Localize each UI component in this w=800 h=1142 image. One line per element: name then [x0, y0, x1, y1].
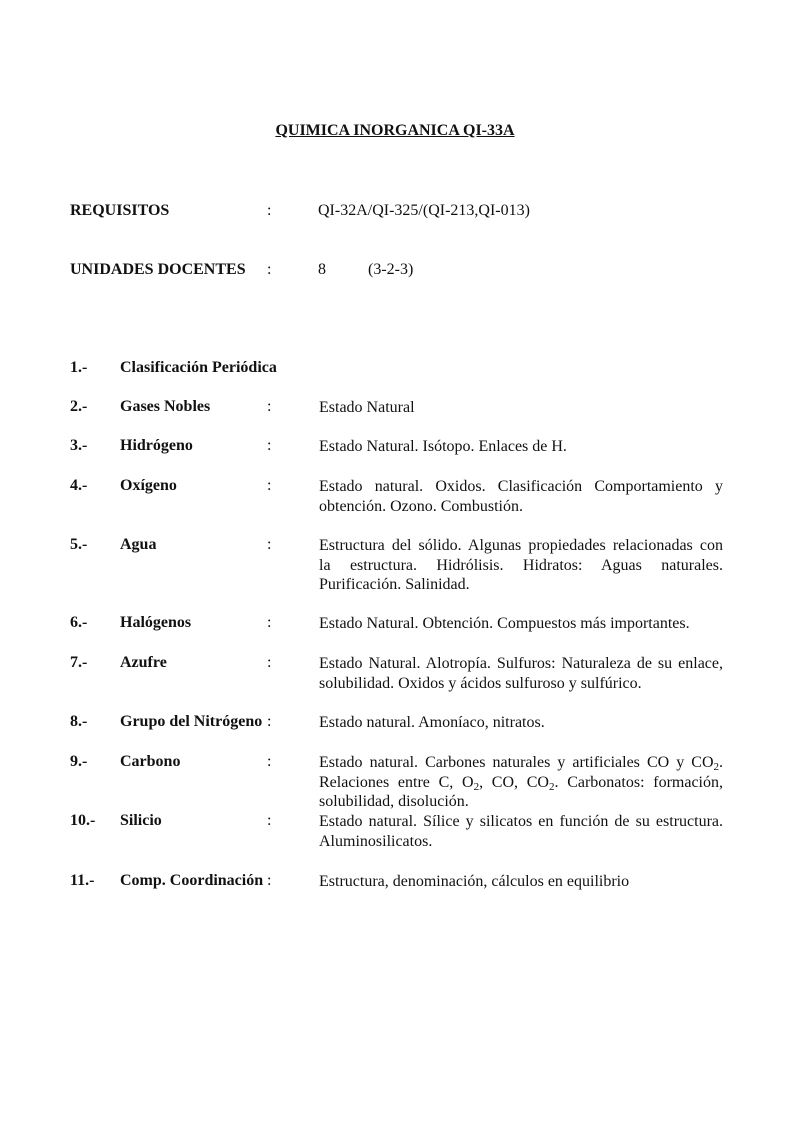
- description-line: Estado Natural. Alotropía. Sulfuros: Naturaleza de su enlace,: [319, 655, 723, 672]
- item-description: [319, 398, 723, 418]
- item-colon: :: [267, 614, 272, 631]
- item-colon: :: [267, 398, 272, 415]
- item-colon: :: [267, 654, 272, 671]
- unidades-colon: :: [267, 261, 272, 278]
- description-line: Estado natural. Sílice y silicatos en función de su estructura.: [319, 813, 723, 830]
- item-description: [319, 812, 723, 851]
- description-line: Aluminosilicatos.: [319, 832, 433, 850]
- item-colon: :: [267, 872, 272, 889]
- item-description: [319, 713, 723, 733]
- description-line: obtención. Ozono. Combustión.: [319, 497, 523, 515]
- requisitos-colon: :: [267, 202, 272, 219]
- subscript: 2: [713, 761, 719, 773]
- item-number: 7.-: [70, 654, 88, 671]
- description-line: Estado Natural: [319, 399, 415, 416]
- requisitos-value: QI-32A/QI-325/(QI-213,QI-013): [318, 202, 530, 219]
- description-line: Estructura del sólido. Algunas propiedades relacionadas con: [319, 537, 723, 554]
- item-number: 6.-: [70, 614, 88, 631]
- text-run: . Carbonatos: formación,: [554, 773, 724, 791]
- item-topic: Halógenos: [120, 614, 192, 631]
- page-title: QUIMICA INORGANICA QI-33A: [275, 122, 515, 139]
- item-description: [319, 614, 723, 634]
- unidades-value: 8: [318, 261, 326, 278]
- item-colon: :: [267, 437, 272, 454]
- item-number: 8.-: [70, 713, 88, 730]
- item-description: [319, 536, 723, 595]
- item-number: 10.-: [70, 812, 96, 829]
- item-topic: Comp. Coordinación: [120, 872, 264, 889]
- item-number: 1.-: [70, 359, 88, 376]
- unidades-breakdown: (3-2-3): [368, 261, 414, 278]
- item-number: 5.-: [70, 536, 88, 553]
- description-line: Estado Natural. Obtención. Compuestos más importantes.: [319, 615, 690, 632]
- item-description: [319, 753, 723, 812]
- text-run: Relaciones entre C, O: [319, 773, 474, 791]
- item-topic: Gases Nobles: [120, 398, 211, 415]
- item-description: [319, 654, 723, 693]
- description-line: Estado Natural. Isótopo. Enlaces de H.: [319, 438, 567, 455]
- item-topic: Oxígeno: [120, 477, 177, 494]
- item-number: 3.-: [70, 437, 88, 454]
- item-colon: :: [267, 753, 272, 770]
- subscript: 2: [548, 780, 555, 793]
- description-line: la estructura. Hidrólisis. Hidratos: Aguas naturales.: [319, 556, 723, 574]
- description-line: Purificación. Salinidad.: [319, 576, 470, 593]
- description-line: [319, 773, 723, 793]
- description-line: Estructura, denominación, cálculos en equilibrio: [319, 873, 630, 890]
- item-topic: Silicio: [120, 812, 162, 829]
- description-line: Estado natural. Amoníaco, nitratos.: [319, 714, 545, 731]
- item-colon: :: [267, 536, 272, 553]
- item-description: [319, 477, 723, 516]
- unidades-label: UNIDADES DOCENTES: [70, 261, 246, 278]
- item-number: 2.-: [70, 398, 88, 415]
- text-run: Estado natural. Carbones naturales y artificiales CO y CO: [319, 754, 714, 771]
- item-colon: :: [267, 812, 272, 829]
- item-topic: Carbono: [120, 753, 181, 770]
- item-description: [319, 872, 723, 892]
- description-line: solubilidad. Oxidos y ácidos sulfuroso y sulfúrico.: [319, 674, 642, 692]
- description-line: [319, 753, 723, 773]
- text-run: .: [719, 754, 723, 771]
- item-topic: Agua: [120, 536, 157, 553]
- requisitos-label: REQUISITOS: [70, 202, 170, 219]
- subscript: 2: [473, 780, 480, 793]
- item-colon: :: [267, 477, 272, 494]
- item-number: 4.-: [70, 477, 88, 494]
- item-topic: Hidrógeno: [120, 437, 193, 454]
- item-number: 9.-: [70, 753, 88, 770]
- item-number: 11.-: [70, 872, 95, 889]
- item-description: [319, 437, 723, 457]
- description-line: solubilidad, disolución.: [319, 793, 469, 810]
- description-line: Estado natural. Oxidos. Clasificación Comportamiento y: [319, 478, 723, 495]
- text-run: , CO, CO: [479, 773, 549, 791]
- item-colon: :: [267, 713, 272, 730]
- item-topic: Azufre: [120, 654, 167, 671]
- item-topic: Grupo del Nitrógeno: [120, 713, 263, 730]
- item-topic: Clasificación Periódica: [120, 359, 277, 376]
